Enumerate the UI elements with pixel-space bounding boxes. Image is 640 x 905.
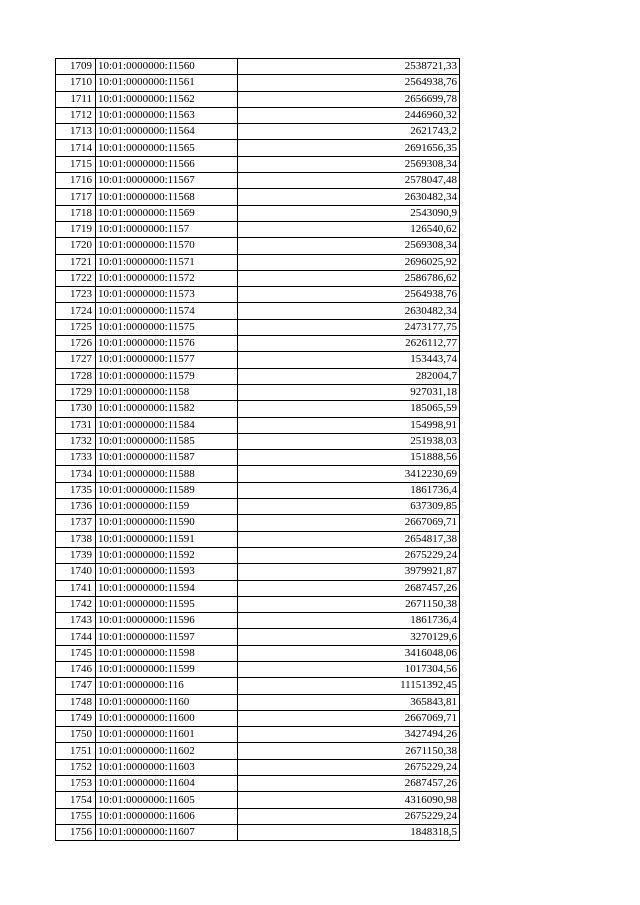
cadastral-number-cell: 10:01:0000000:11594 [96, 580, 238, 596]
value-cell: 2675229,24 [238, 547, 460, 563]
table-row [56, 270, 460, 286]
cadastral-number-cell: 10:01:0000000:11590 [96, 515, 238, 531]
value-cell: 2656699,78 [238, 91, 460, 107]
cadastral-number-cell: 10:01:0000000:1160 [96, 694, 238, 710]
value-cell: 1861736,4 [238, 613, 460, 629]
row-number-cell: 1742 [56, 596, 96, 612]
value-cell: 2691656,35 [238, 140, 460, 156]
row-number-cell: 1741 [56, 580, 96, 596]
cadastral-number-cell: 10:01:0000000:11592 [96, 547, 238, 563]
row-number-cell: 1720 [56, 238, 96, 254]
cadastral-number-cell: 10:01:0000000:11574 [96, 303, 238, 319]
row-number-cell: 1713 [56, 124, 96, 140]
row-number-cell: 1736 [56, 499, 96, 515]
table-row [56, 417, 460, 433]
cadastral-number-cell: 10:01:0000000:1157 [96, 221, 238, 237]
row-number-cell: 1737 [56, 515, 96, 531]
value-cell: 2473177,75 [238, 319, 460, 335]
table-row [56, 710, 460, 726]
cadastral-number-cell: 10:01:0000000:11565 [96, 140, 238, 156]
row-number-cell: 1746 [56, 661, 96, 677]
table-row [56, 254, 460, 270]
row-number-cell: 1711 [56, 91, 96, 107]
cadastral-number-cell: 10:01:0000000:11564 [96, 124, 238, 140]
cadastral-number-cell: 10:01:0000000:11569 [96, 205, 238, 221]
value-cell: 2564938,76 [238, 287, 460, 303]
row-number-cell: 1756 [56, 824, 96, 840]
row-number-cell: 1738 [56, 531, 96, 547]
cadastral-number-cell: 10:01:0000000:11587 [96, 450, 238, 466]
cadastral-number-cell: 10:01:0000000:11575 [96, 319, 238, 335]
value-cell: 2446960,32 [238, 107, 460, 123]
value-cell: 2687457,26 [238, 580, 460, 596]
cadastral-number-cell: 10:01:0000000:11585 [96, 433, 238, 449]
table-row [56, 91, 460, 107]
row-number-cell: 1751 [56, 743, 96, 759]
row-number-cell: 1722 [56, 270, 96, 286]
table-row [56, 776, 460, 792]
value-cell: 3270129,6 [238, 629, 460, 645]
row-number-cell: 1731 [56, 417, 96, 433]
row-number-cell: 1727 [56, 352, 96, 368]
value-cell: 2696025,92 [238, 254, 460, 270]
row-number-cell: 1743 [56, 613, 96, 629]
cadastral-number-cell: 10:01:0000000:11567 [96, 173, 238, 189]
value-cell: 2586786,62 [238, 270, 460, 286]
cadastral-number-cell: 10:01:0000000:11593 [96, 564, 238, 580]
cadastral-number-cell: 10:01:0000000:11570 [96, 238, 238, 254]
row-number-cell: 1730 [56, 401, 96, 417]
table-row [56, 678, 460, 694]
cadastral-number-cell: 10:01:0000000:11602 [96, 743, 238, 759]
row-number-cell: 1755 [56, 808, 96, 824]
cadastral-number-cell: 10:01:0000000:1158 [96, 384, 238, 400]
value-cell: 3416048,06 [238, 645, 460, 661]
value-cell: 1017304,56 [238, 661, 460, 677]
value-cell: 2569308,34 [238, 238, 460, 254]
value-cell: 927031,18 [238, 384, 460, 400]
row-number-cell: 1753 [56, 776, 96, 792]
cadastral-number-cell: 10:01:0000000:11572 [96, 270, 238, 286]
cadastral-number-cell: 10:01:0000000:11603 [96, 759, 238, 775]
table-row [56, 205, 460, 221]
cadastral-number-cell: 10:01:0000000:11571 [96, 254, 238, 270]
row-number-cell: 1710 [56, 75, 96, 91]
cadastral-number-cell: 10:01:0000000:11601 [96, 727, 238, 743]
table-row [56, 808, 460, 824]
table-row [56, 596, 460, 612]
table-row [56, 661, 460, 677]
cadastral-number-cell: 10:01:0000000:11584 [96, 417, 238, 433]
row-number-cell: 1712 [56, 107, 96, 123]
table-row [56, 319, 460, 335]
row-number-cell: 1750 [56, 727, 96, 743]
table-row [56, 238, 460, 254]
row-number-cell: 1715 [56, 156, 96, 172]
row-number-cell: 1745 [56, 645, 96, 661]
table-row [56, 515, 460, 531]
value-cell: 11151392,45 [238, 678, 460, 694]
table-row [56, 140, 460, 156]
cadastral-number-cell: 10:01:0000000:11597 [96, 629, 238, 645]
cadastral-number-cell: 10:01:0000000:11589 [96, 482, 238, 498]
value-cell: 2569308,34 [238, 156, 460, 172]
row-number-cell: 1752 [56, 759, 96, 775]
value-cell: 3979921,87 [238, 564, 460, 580]
row-number-cell: 1754 [56, 792, 96, 808]
row-number-cell: 1729 [56, 384, 96, 400]
row-number-cell: 1734 [56, 466, 96, 482]
row-number-cell: 1728 [56, 368, 96, 384]
row-number-cell: 1744 [56, 629, 96, 645]
cadastral-number-cell: 10:01:0000000:11604 [96, 776, 238, 792]
cadastral-number-cell: 10:01:0000000:11561 [96, 75, 238, 91]
value-cell: 2538721,33 [238, 59, 460, 75]
value-cell: 153443,74 [238, 352, 460, 368]
table-row [56, 352, 460, 368]
cadastral-number-cell: 10:01:0000000:11600 [96, 710, 238, 726]
value-cell: 2671150,38 [238, 596, 460, 612]
table-row [56, 368, 460, 384]
value-cell: 365843,81 [238, 694, 460, 710]
cadastral-number-cell: 10:01:0000000:11588 [96, 466, 238, 482]
table-row [56, 580, 460, 596]
table-row [56, 303, 460, 319]
table-row [56, 189, 460, 205]
table-row [56, 221, 460, 237]
table-row [56, 792, 460, 808]
value-cell: 1848318,5 [238, 824, 460, 840]
table-row [56, 336, 460, 352]
table-row [56, 466, 460, 482]
value-cell: 2626112,77 [238, 336, 460, 352]
row-number-cell: 1719 [56, 221, 96, 237]
row-number-cell: 1724 [56, 303, 96, 319]
cadastral-number-cell: 10:01:0000000:11563 [96, 107, 238, 123]
table-row [56, 433, 460, 449]
value-cell: 2564938,76 [238, 75, 460, 91]
cadastral-number-cell: 10:01:0000000:11576 [96, 336, 238, 352]
cadastral-number-cell: 10:01:0000000:11566 [96, 156, 238, 172]
table-row [56, 124, 460, 140]
cadastral-number-cell: 10:01:0000000:11599 [96, 661, 238, 677]
table-row [56, 173, 460, 189]
cadastral-number-cell: 10:01:0000000:11577 [96, 352, 238, 368]
cadastral-number-cell: 10:01:0000000:11606 [96, 808, 238, 824]
row-number-cell: 1726 [56, 336, 96, 352]
value-cell: 1861736,4 [238, 482, 460, 498]
table-row [56, 75, 460, 91]
value-cell: 2621743,2 [238, 124, 460, 140]
row-number-cell: 1714 [56, 140, 96, 156]
table-row [56, 287, 460, 303]
row-number-cell: 1725 [56, 319, 96, 335]
value-cell: 2675229,24 [238, 759, 460, 775]
value-cell: 2630482,34 [238, 189, 460, 205]
cadastral-number-cell: 10:01:0000000:11579 [96, 368, 238, 384]
cadastral-number-cell: 10:01:0000000:11596 [96, 613, 238, 629]
row-number-cell: 1740 [56, 564, 96, 580]
data-table [55, 58, 460, 841]
cadastral-number-cell: 10:01:0000000:11598 [96, 645, 238, 661]
table-row [56, 450, 460, 466]
cadastral-number-cell: 10:01:0000000:11605 [96, 792, 238, 808]
value-cell: 282004,7 [238, 368, 460, 384]
row-number-cell: 1739 [56, 547, 96, 563]
table-row [56, 59, 460, 75]
cadastral-number-cell: 10:01:0000000:11582 [96, 401, 238, 417]
row-number-cell: 1721 [56, 254, 96, 270]
cadastral-number-cell: 10:01:0000000:11568 [96, 189, 238, 205]
value-cell: 185065,59 [238, 401, 460, 417]
row-number-cell: 1717 [56, 189, 96, 205]
table-row [56, 759, 460, 775]
table-row [56, 547, 460, 563]
value-cell: 2675229,24 [238, 808, 460, 824]
value-cell: 2667069,71 [238, 710, 460, 726]
value-cell: 154998,91 [238, 417, 460, 433]
table-body [56, 59, 460, 841]
value-cell: 4316090,98 [238, 792, 460, 808]
row-number-cell: 1709 [56, 59, 96, 75]
row-number-cell: 1733 [56, 450, 96, 466]
row-number-cell: 1748 [56, 694, 96, 710]
table-row [56, 645, 460, 661]
row-number-cell: 1732 [56, 433, 96, 449]
table-row [56, 531, 460, 547]
value-cell: 637309,85 [238, 499, 460, 515]
table-row [56, 727, 460, 743]
value-cell: 2687457,26 [238, 776, 460, 792]
table-row [56, 694, 460, 710]
table-row [56, 156, 460, 172]
cadastral-number-cell: 10:01:0000000:11573 [96, 287, 238, 303]
value-cell: 2578047,48 [238, 173, 460, 189]
cadastral-number-cell: 10:01:0000000:11562 [96, 91, 238, 107]
table-row [56, 564, 460, 580]
cadastral-number-cell: 10:01:0000000:116 [96, 678, 238, 694]
value-cell: 251938,03 [238, 433, 460, 449]
table-row [56, 824, 460, 840]
table-row [56, 499, 460, 515]
value-cell: 126540,62 [238, 221, 460, 237]
table-row [56, 384, 460, 400]
cadastral-number-cell: 10:01:0000000:11591 [96, 531, 238, 547]
row-number-cell: 1735 [56, 482, 96, 498]
value-cell: 2543090,9 [238, 205, 460, 221]
cadastral-number-cell: 10:01:0000000:1159 [96, 499, 238, 515]
row-number-cell: 1749 [56, 710, 96, 726]
table-row [56, 743, 460, 759]
table-row [56, 629, 460, 645]
cadastral-number-cell: 10:01:0000000:11607 [96, 824, 238, 840]
value-cell: 2630482,34 [238, 303, 460, 319]
table-row [56, 613, 460, 629]
value-cell: 2654817,38 [238, 531, 460, 547]
cadastral-number-cell: 10:01:0000000:11560 [96, 59, 238, 75]
value-cell: 2671150,38 [238, 743, 460, 759]
cadastral-number-cell: 10:01:0000000:11595 [96, 596, 238, 612]
value-cell: 2667069,71 [238, 515, 460, 531]
spreadsheet-page [55, 58, 460, 841]
table-row [56, 401, 460, 417]
table-row [56, 482, 460, 498]
value-cell: 3412230,69 [238, 466, 460, 482]
value-cell: 151888,56 [238, 450, 460, 466]
row-number-cell: 1747 [56, 678, 96, 694]
table-row [56, 107, 460, 123]
row-number-cell: 1716 [56, 173, 96, 189]
value-cell: 3427494,26 [238, 727, 460, 743]
row-number-cell: 1723 [56, 287, 96, 303]
row-number-cell: 1718 [56, 205, 96, 221]
